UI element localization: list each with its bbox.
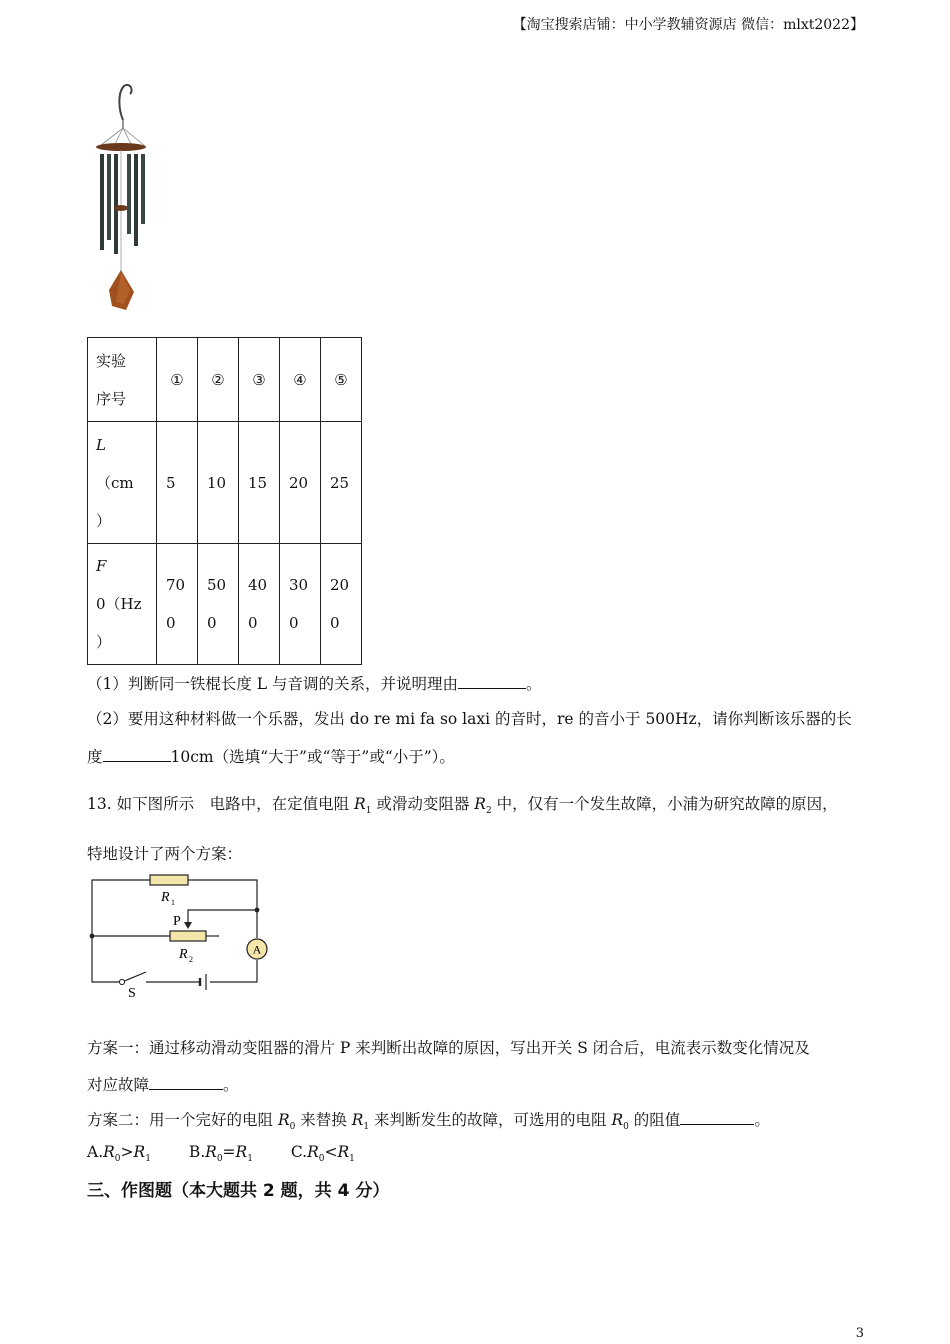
- cell-text: 0（Hz: [96, 595, 142, 613]
- table-header-cell: ④: [280, 338, 321, 422]
- option-c[interactable]: $C.R_0<R_1$: [290, 1143, 355, 1165]
- table-header-cell: ①: [157, 338, 198, 422]
- table-cell: 0: [248, 614, 258, 632]
- r2-sub: 2: [189, 955, 193, 964]
- answer-blank[interactable]: [680, 1110, 754, 1125]
- cell-text: ）: [96, 511, 112, 530]
- plan-1-line-1: 方案一：通过移动滑动变阻器的滑片 P 来判断出故障的原因，写出开关 S 闭合后，电流表示数变化情况及: [87, 1039, 810, 1057]
- table-cell: 0: [166, 614, 176, 632]
- cell-text: 实验: [96, 351, 127, 370]
- table-cell: 30: [289, 576, 309, 594]
- table-cell: 5: [166, 473, 176, 492]
- plan-1-line-2: 对应故障 。: [87, 1076, 239, 1094]
- answer-blank[interactable]: [103, 747, 171, 762]
- circuit-diagram: [84, 870, 274, 1000]
- table-cell: 50: [207, 576, 227, 594]
- table-cell: 25: [330, 473, 350, 492]
- resistor-r2: [170, 931, 206, 941]
- table-header-cell: ②: [198, 338, 239, 422]
- cell-text: L: [96, 435, 106, 454]
- table-cell: 40: [248, 576, 268, 594]
- table-cell: 20: [289, 473, 309, 492]
- table-cell: 15: [248, 473, 268, 492]
- answer-options: [87, 1143, 355, 1164]
- question-2-line-1: （2）要用这种材料做一个乐器，发出 do re mi fa so laxi 的音时，re 的音小于 500Hz，请你判断该乐器的长: [87, 710, 852, 728]
- table-row: [88, 338, 362, 422]
- question-13-line-2: 特地设计了两个方案：: [87, 845, 243, 863]
- r1-label: R: [161, 890, 170, 905]
- option-a[interactable]: $A.R_0>R_1$: [87, 1143, 151, 1165]
- table-header-cell: ③: [239, 338, 280, 422]
- page-number: 3: [855, 1326, 864, 1341]
- plan-2: 方案二：用一个完好的电阻 $R_0$ 来替换 $R_1$ 来判断发生的故障，可选用的电阻 $R_0$ 的阻值 。: [87, 1111, 770, 1133]
- question-13-line-1: 13. 如下图所示 电路中，在定值电阻 $R_1$ 或滑动变阻器 $R_2$ 中，仅有一个发生故障，小浦为研究故障的原因，: [87, 795, 838, 817]
- table-row: [88, 422, 362, 544]
- resistor-r1: [150, 875, 188, 885]
- table-cell: 0: [289, 614, 299, 632]
- cell-text: 序号: [96, 389, 127, 408]
- table-cell: 10: [207, 473, 227, 492]
- experiment-table: [87, 337, 362, 665]
- answer-blank[interactable]: [149, 1075, 223, 1090]
- cell-text: F: [96, 557, 107, 575]
- r1-sub: 1: [171, 898, 175, 907]
- cell-text: ）: [96, 633, 112, 651]
- r2-label: R: [179, 947, 188, 962]
- table-cell: 70: [166, 576, 186, 594]
- cell-text: （cm: [96, 473, 134, 492]
- table-row: [88, 544, 362, 665]
- option-b[interactable]: $B.R_0=R_1$: [188, 1143, 253, 1165]
- table-header-cell: ⑤: [321, 338, 362, 422]
- question-1: （1）判断同一铁棍长度 L 与音调的关系，并说明理由 。: [87, 675, 542, 693]
- ammeter-label: A: [252, 942, 262, 957]
- question-2-line-2: 度 10cm（选填“大于”或“等于”或“小于”）。: [87, 748, 455, 766]
- section-heading: 三、作图题（本大题共 2 题，共 4 分）: [87, 1181, 390, 1201]
- switch-label: S: [128, 986, 136, 1000]
- page-header: 【淘宝搜索店铺：中小学教辅资源店 微信：mlxt2022】: [512, 17, 864, 33]
- table-cell: 20: [330, 576, 350, 594]
- wind-chime-image: [90, 80, 152, 316]
- answer-blank[interactable]: [458, 674, 526, 689]
- table-cell: 0: [207, 614, 217, 632]
- p-label: P: [173, 914, 181, 929]
- table-cell: 0: [330, 614, 340, 632]
